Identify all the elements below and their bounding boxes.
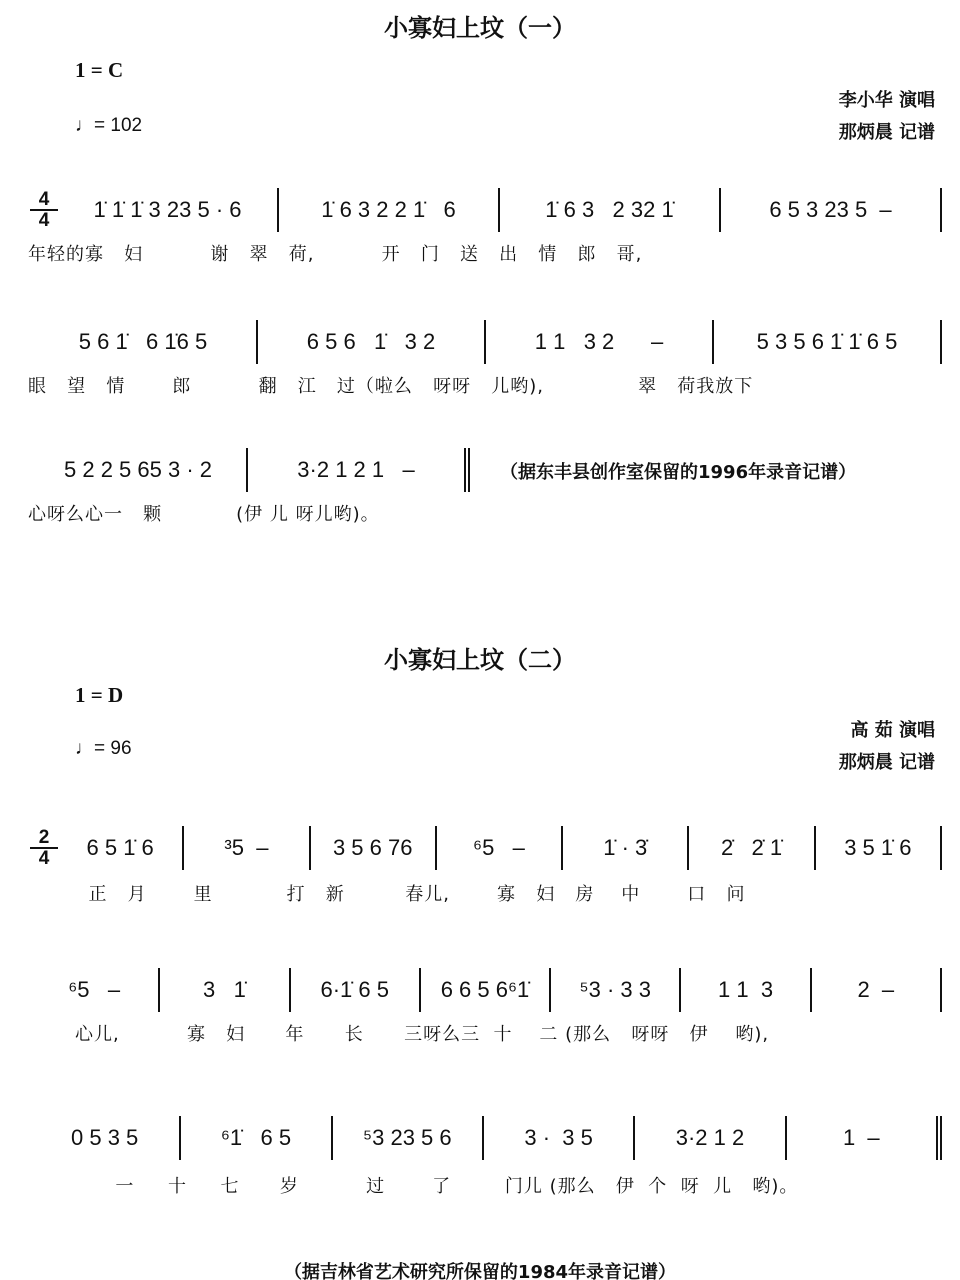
measure: 1 1 3 2 – <box>486 320 714 364</box>
measure: ⁶5 – <box>437 826 563 870</box>
lyrics-line: 眼 望 情 郎 翻 江 过（啦么 呀呀 儿哟), 翠 荷我放下 <box>28 376 754 397</box>
measure: 1̇ 6 3 2 32 1̇ <box>500 188 721 232</box>
measure: 5 3 5 6 1̇ 1̇ 6 5 <box>714 320 942 364</box>
measure: 5 6 1̇ 6 1̇6 5 <box>30 320 258 364</box>
time-denominator: 4 <box>38 210 50 231</box>
lyrics-line: 心呀么心一 颗 (伊 儿 呀儿哟)。 <box>28 504 380 525</box>
time-denominator: 4 <box>38 848 50 869</box>
measure: 5 2 2 5 65 3 · 2 <box>30 448 248 492</box>
measure: 6 5 3 23 5 – <box>721 188 942 232</box>
lyrics-line: 年轻的寡 妇 谢 翠 荷, 开 门 送 出 情 郎 哥, <box>28 244 643 265</box>
measure: ³5 – <box>184 826 310 870</box>
measure: 6 6 5 6⁶1̇ <box>421 968 551 1012</box>
time-numerator: 4 <box>30 190 58 211</box>
measure: 2̇ 2̇ 1̇ <box>689 826 815 870</box>
measure: 0 5 3 5 <box>30 1116 181 1160</box>
lyrics-line: 心儿, 寡 妇 年 长 三呀么三 十 二 (那么 呀呀 伊 哟), <box>75 1024 770 1045</box>
source-note: （据东丰县创作室保留的1996年录音记谱） <box>500 462 857 483</box>
measure: 3 5 1̇ 6 <box>816 826 942 870</box>
staff-line <box>30 968 942 1012</box>
measure: 1̇ · 3̇ <box>563 826 689 870</box>
measure: 3 · 3 5 <box>484 1116 635 1160</box>
time-numerator: 2 <box>30 828 58 849</box>
key-signature: 1 = D <box>75 683 124 707</box>
singer-credit: 高 茹 演唱 <box>850 720 935 741</box>
measure: ⁶5 – <box>30 968 160 1012</box>
staff-line <box>30 1116 942 1160</box>
tempo-marking: ♩= 96 <box>75 738 132 759</box>
lyrics-line: 正 月 里 打 新 春儿, 寡 妇 房 中 口 问 <box>75 884 746 905</box>
measure: 3·2 1 2 <box>635 1116 786 1160</box>
measure: 3·2 1 2 1 – <box>248 448 470 492</box>
measure: 6·1̇ 6 5 <box>291 968 421 1012</box>
measure: 6 5 1̇ 6 <box>58 826 184 870</box>
measure: 2 – <box>812 968 942 1012</box>
measure: 1 – <box>787 1116 942 1160</box>
measure: 1̇ 6 3 2 2 1̇ 6 <box>279 188 500 232</box>
singer-credit: 李小华 演唱 <box>838 90 935 111</box>
song-title: 小寡妇上坟（一） <box>384 14 576 42</box>
measure: 1̇ 1̇ 1̇ 3 23 5 · 6 <box>58 188 279 232</box>
staff-line <box>30 320 942 364</box>
transcriber-credit: 那炳晨 记谱 <box>838 122 935 143</box>
key-signature: 1 = C <box>75 58 124 82</box>
source-note-footer: （据吉林省艺术研究所保留的1984年录音记谱） <box>283 1262 677 1280</box>
song-title: 小寡妇上坟（二） <box>384 646 576 674</box>
measure: 1 1 3 <box>681 968 811 1012</box>
transcriber-credit: 那炳晨 记谱 <box>838 752 935 773</box>
staff-line <box>30 448 470 492</box>
staff-line <box>30 188 942 232</box>
lyrics-line: 一 十 七 岁 过 了 门儿 (那么 伊 个 呀 儿 哟)。 <box>75 1176 799 1197</box>
measure: 3 1̇ <box>160 968 290 1012</box>
tempo-marking: ♩= 102 <box>75 115 143 136</box>
measure: 6 5 6 1̇ 3 2 <box>258 320 486 364</box>
measure: 3 5 6 76 <box>311 826 437 870</box>
measure: ⁶1̇ 6 5 <box>181 1116 332 1160</box>
time-signature <box>30 828 58 868</box>
measure: ⁵3 23 5 6 <box>333 1116 484 1160</box>
time-signature <box>30 190 58 230</box>
staff-line <box>30 826 942 870</box>
measure: ⁵3 · 3 3 <box>551 968 681 1012</box>
